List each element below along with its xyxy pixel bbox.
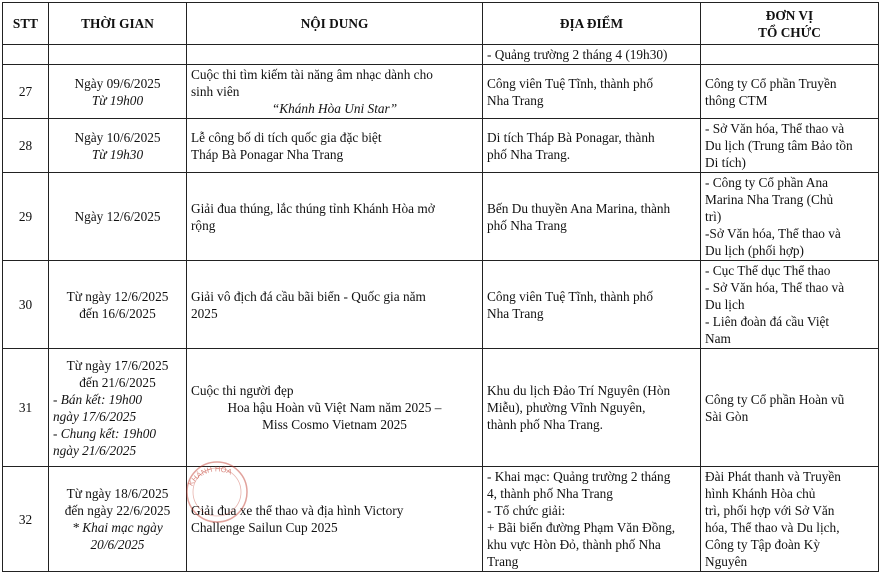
org-line: Công ty Cổ phần Truyền (705, 75, 837, 91)
org-cell (701, 349, 879, 467)
place-cell (483, 349, 701, 467)
org-line: Du lịch (705, 297, 745, 312)
stt-cell: 32 (3, 467, 49, 572)
org-line: - Cục Thể dục Thể thao (705, 263, 831, 278)
content-line: Tháp Bà Ponagar Nha Trang (191, 146, 344, 162)
org-cell (701, 65, 879, 119)
org-line: Du lịch (Trung tâm Bảo tồn (705, 138, 853, 153)
content-cell (187, 261, 483, 349)
time-cell (49, 173, 187, 261)
org-line: Marina Nha Trang (Chủ (705, 192, 834, 207)
org-line: Du lịch (phối hợp) (705, 243, 804, 258)
content-line: “Khánh Hòa Uni Star” (271, 101, 398, 116)
time-line: Từ ngày 12/6/2025 (66, 288, 169, 304)
time-line: đến 21/6/2025 (79, 374, 156, 390)
place-cell: - Quảng trường 2 tháng 4 (19h30) (483, 45, 701, 65)
table-row-continued (3, 45, 879, 65)
time-line: đến ngày 22/6/2025 (64, 503, 171, 518)
org-line: Công ty Cổ phần Hoàn vũ (705, 391, 845, 407)
stt-cell: 27 (3, 65, 49, 119)
place-cell (483, 467, 701, 572)
org-line: - Sở Văn hóa, Thể thao và (705, 121, 845, 136)
header-org-line1: ĐƠN VỊ (765, 7, 814, 23)
time-line: 20/6/2025 (90, 537, 145, 552)
content-line: Cuộc thi tìm kiếm tài năng âm nhạc dành cho (191, 67, 433, 82)
place-line: Di tích Tháp Bà Ponagar, thành (487, 129, 655, 145)
time-line: Ngày 12/6/2025 (74, 209, 161, 224)
org-line: trì, phối hợp với Sở Văn (705, 503, 835, 518)
content-cell (187, 119, 483, 173)
content-cell (187, 65, 483, 119)
content-line: Giải đua xe thể thao và địa hình Victory (191, 503, 404, 518)
header-time: THỜI GIAN (49, 3, 187, 45)
place-cell (483, 173, 701, 261)
svg-text:KHÁNH HÒA: KHÁNH HÒA (186, 464, 234, 488)
place-line: Bến Du thuyền Ana Marina, thành (487, 200, 671, 216)
content-line: Hoa hậu Hoàn vũ Việt Nam năm 2025 – (227, 400, 442, 415)
content-line: 2025 (191, 305, 218, 321)
place-line: phố Nha Trang. (487, 146, 571, 162)
content-line: sinh viên (191, 84, 240, 99)
place-line: Khu du lịch Đảo Trí Nguyên (Hòn (487, 383, 671, 398)
time-cell (49, 349, 187, 467)
org-line: - Liên đoàn đá cầu Việt (705, 314, 830, 329)
time-cell (49, 261, 187, 349)
events-table (2, 2, 879, 572)
content-line: Lễ công bố di tích quốc gia đặc biệt (191, 129, 382, 145)
place-line: Miễu), phường Vĩnh Nguyên, (487, 400, 646, 415)
place-line: 4, thành phố Nha Trang (487, 486, 613, 501)
place-line: + Bãi biển đường Phạm Văn Đồng, (487, 520, 676, 535)
place-line: thành phố Nha Trang. (487, 417, 603, 432)
table-row (3, 467, 879, 572)
stt-cell: 28 (3, 119, 49, 173)
place-line: - Khai mạc: Quảng trường 2 tháng (487, 469, 671, 484)
place-line: Công viên Tuệ Tĩnh, thành phố (487, 288, 653, 304)
org-line: hình Khánh Hòa chủ (705, 486, 816, 501)
table-row (3, 173, 879, 261)
table-row (3, 119, 879, 173)
content-line: Giải đua thúng, lắc thúng tỉnh Khánh Hòa mở (191, 200, 435, 216)
org-line: Nam (705, 331, 731, 346)
table-row (3, 349, 879, 467)
time-cell (49, 119, 187, 173)
header-stt: STT (3, 3, 49, 45)
time-cell (49, 65, 187, 119)
header-org-line2: TỔ CHỨC (758, 24, 821, 40)
org-line: Đài Phát thanh và Truyền (705, 469, 841, 484)
org-line: - Công ty Cổ phần Ana (705, 175, 828, 190)
place-line: khu vực Hòn Đỏ, thành phố Nha (487, 537, 661, 552)
content-line: Challenge Sailun Cup 2025 (191, 520, 338, 535)
time-line: - Bán kết: 19h00 (53, 391, 142, 407)
place-cell (483, 65, 701, 119)
org-line: thông CTM (705, 92, 768, 108)
org-cell (701, 467, 879, 572)
time-line: Từ ngày 17/6/2025 (66, 357, 169, 373)
content-line: Cuộc thi người đẹp (191, 383, 294, 398)
place-line: Công viên Tuệ Tĩnh, thành phố (487, 75, 653, 91)
table-row (3, 65, 879, 119)
content-line: Giải vô địch đá cầu bãi biển - Quốc gia năm (191, 288, 426, 304)
time-line: * Khai mạc ngày (72, 520, 163, 535)
time-line: Ngày 10/6/2025 (74, 129, 161, 145)
header-place: ĐỊA ĐIỂM (483, 3, 701, 45)
time-line: Từ ngày 18/6/2025 (66, 486, 169, 501)
org-line: - Sở Văn hóa, Thể thao và (705, 280, 845, 295)
content-cell (187, 173, 483, 261)
time-line: ngày 21/6/2025 (53, 442, 137, 458)
place-cell (483, 119, 701, 173)
header-content: NỘI DUNG (187, 3, 483, 45)
org-line: Công ty Tập đoàn Kỳ (705, 537, 820, 552)
time-line: Từ 19h00 (91, 92, 144, 108)
content-cell (187, 467, 483, 572)
header-org (701, 3, 879, 45)
time-line: ngày 17/6/2025 (53, 408, 137, 424)
org-line: Nguyên (705, 554, 748, 569)
time-line: đến 16/6/2025 (79, 305, 156, 321)
stt-cell: 29 (3, 173, 49, 261)
org-line: Sài Gòn (705, 408, 749, 424)
org-cell (701, 119, 879, 173)
stt-cell: 31 (3, 349, 49, 467)
place-cell (483, 261, 701, 349)
org-cell (701, 173, 879, 261)
org-line: -Sở Văn hóa, Thể thao và (705, 226, 841, 241)
place-line: phố Nha Trang (487, 217, 567, 233)
time-cell (49, 467, 187, 572)
time-line: - Chung kết: 19h00 (53, 425, 157, 441)
place-line: Nha Trang (487, 92, 544, 108)
place-line: Nha Trang (487, 305, 544, 321)
org-line: Di tích) (705, 155, 746, 170)
content-line: Miss Cosmo Vietnam 2025 (262, 417, 407, 432)
org-cell (701, 261, 879, 349)
table-row (3, 261, 879, 349)
time-line: Từ 19h30 (91, 146, 144, 162)
org-line: trì) (705, 209, 722, 224)
time-line: Ngày 09/6/2025 (74, 75, 161, 91)
org-line: hóa, Thể thao và Du lịch, (705, 520, 840, 535)
content-line: rộng (191, 217, 216, 233)
content-cell (187, 349, 483, 467)
stt-cell: 30 (3, 261, 49, 349)
place-line: Trang (487, 554, 519, 569)
header-row (3, 3, 879, 45)
place-line: - Tổ chức giải: (487, 503, 566, 518)
